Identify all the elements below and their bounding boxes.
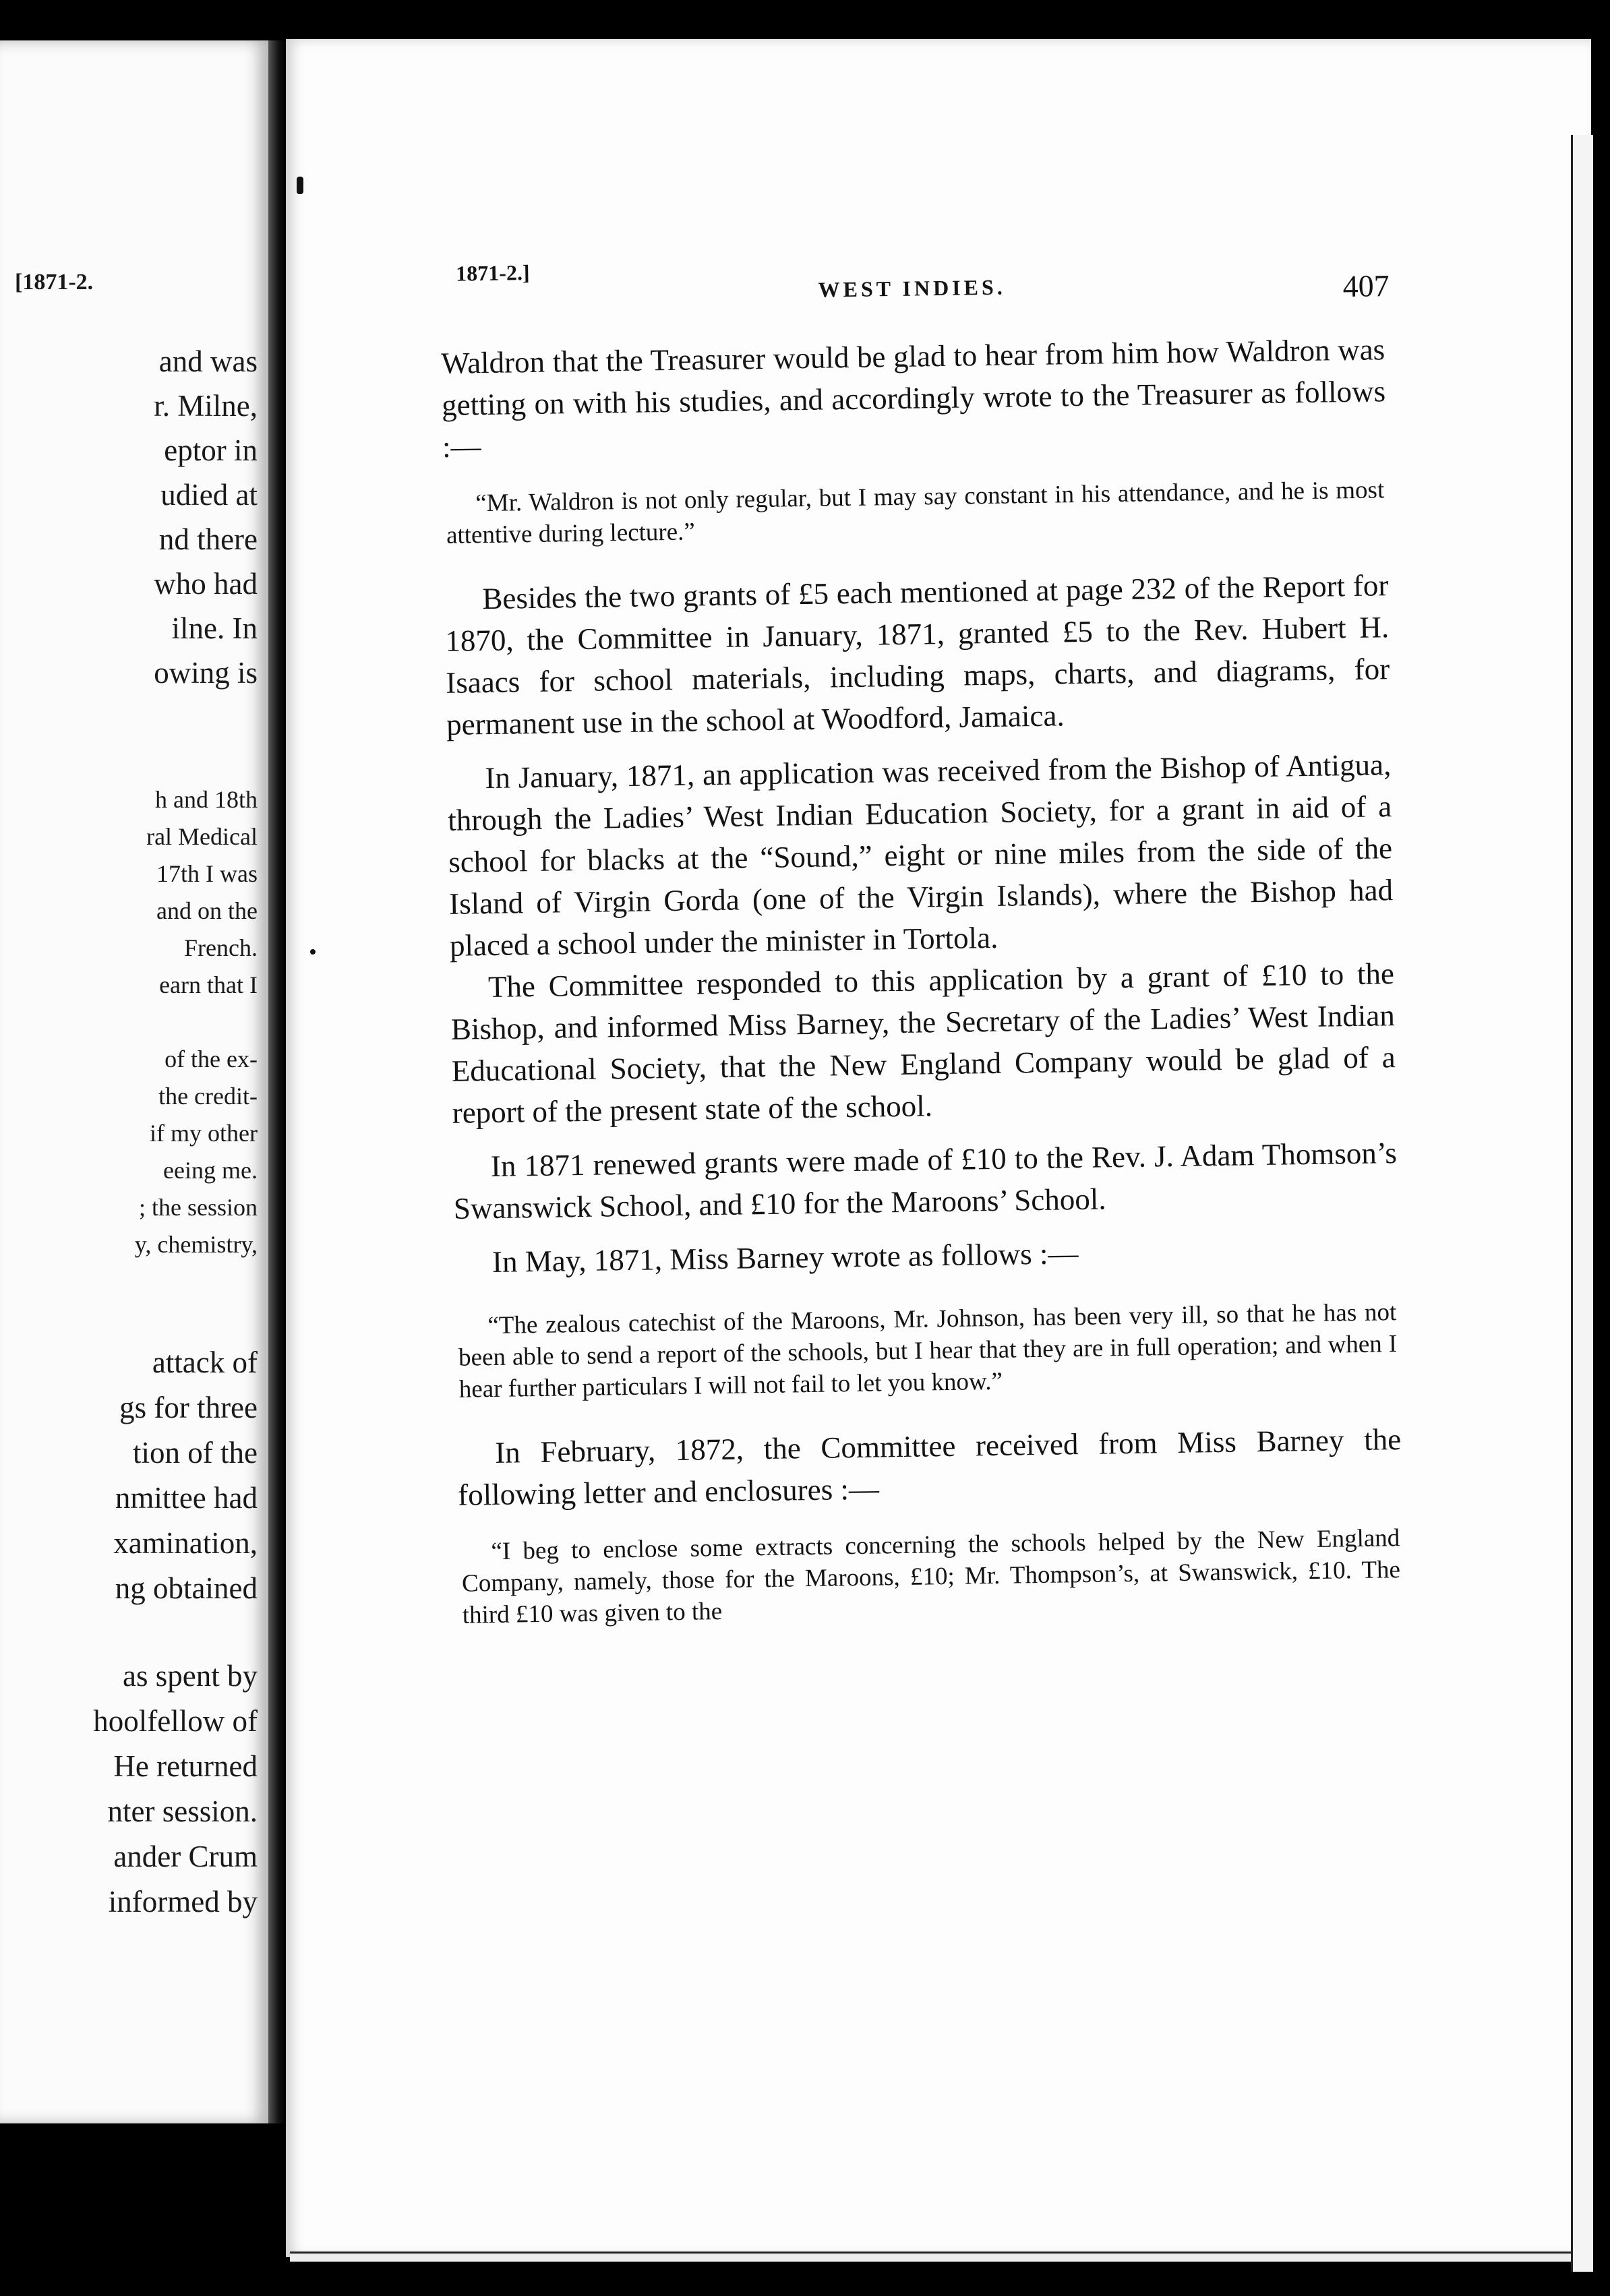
page-text-block — [440, 247, 1404, 1631]
left-line: owing is — [154, 656, 258, 690]
book-gutter — [268, 40, 286, 2123]
left-line: 17th I was — [156, 860, 258, 887]
left-line: the credit- — [158, 1083, 258, 1110]
left-page-heading: [1871-2. — [15, 270, 94, 295]
left-line: earn that I — [159, 971, 258, 998]
margin-mark — [297, 177, 303, 194]
paragraph-6: In May, 1871, Miss Barney wrote as follows :— — [491, 1236, 1079, 1279]
paragraph-5: In 1871 renewed grants were made of £10 to the Rev. J. Adam Thomson’s Swanswick School, and £10 for the Maroons’ School. — [453, 1136, 1398, 1226]
left-line: udied at — [160, 478, 258, 512]
page-number: 407 — [1342, 268, 1390, 304]
left-line: ilne. In — [171, 611, 258, 645]
margin-mark — [310, 949, 316, 955]
left-line: gs for three — [119, 1391, 258, 1424]
left-line: who had — [154, 567, 258, 601]
quote-3: “I beg to enclose some extracts concerning the schools helped by the New England Company, namely, those for the Maroons, £10; Mr. Thompson’s, at Swanswick, £10. The third £10 was given to the — [461, 1524, 1401, 1629]
left-line: and on the — [156, 897, 258, 924]
left-line: He returned — [113, 1749, 258, 1783]
left-line: nd there — [158, 522, 258, 556]
left-line: ral Medical — [146, 823, 258, 850]
left-line: eptor in — [164, 433, 258, 467]
left-line: r. Milne, — [154, 389, 258, 423]
paragraph-2: Besides the two grants of £5 each mentioned at page 232 of the Report for 1870, the Committee in January, 1871, granted £5 to the Rev. Hubert H. Isaacs for school materials, including maps, charts, and diagrams, for permanent use in the school at Woodford, Jamaica. — [444, 568, 1390, 742]
left-line: xamination, — [113, 1526, 258, 1560]
paragraph-1: Waldron that the Treasurer would be glad to hear from him how Waldron was getting on with his studies, and accordingly wrote to the Treasurer as follows :— — [440, 332, 1386, 464]
page-edge-bottom — [290, 2252, 1571, 2262]
quote-1: “Mr. Waldron is not only regular, but I may say constant in his attendance, and he is most attentive during lecture.” — [446, 476, 1385, 549]
left-line: ander Crum — [113, 1840, 258, 1873]
left-line: and was — [158, 344, 258, 378]
quote-2: “The zealous catechist of the Maroons, Mr. Johnson, has been very ill, so that he has not been able to send a report of the schools, but I hear that they are in full operation; and when I hear further particulars I will not fail to let you know.” — [458, 1298, 1398, 1403]
left-line: y, chemistry, — [134, 1231, 258, 1258]
left-line: attack of — [152, 1346, 258, 1379]
left-line: nter session. — [107, 1794, 258, 1828]
left-line: informed by — [108, 1885, 258, 1919]
page-edge-right — [1571, 135, 1593, 2272]
left-line: of the ex- — [165, 1046, 258, 1073]
left-line: tion of the — [133, 1436, 258, 1470]
left-line: ng obtained — [115, 1571, 258, 1605]
left-line: eeing me. — [163, 1157, 258, 1184]
left-line: h and 18th — [155, 786, 258, 813]
left-line: if my other — [150, 1120, 258, 1147]
running-head-date: 1871-2.] — [455, 260, 530, 286]
left-line: French. — [184, 934, 258, 961]
left-line: as spent by — [123, 1659, 258, 1693]
left-page-fragment — [0, 40, 270, 2123]
running-head — [440, 247, 1390, 342]
running-head-title: WEST INDIES. — [818, 274, 1006, 302]
paragraph-3: In January, 1871, an application was received from the Bishop of Antigua, through the Ladies’ West Indian Education Society, for a grant in aid of a school for blacks at the “Sound,” eight or nine miles from the side of the Island of Virgin Gorda (one of the Virgin Islands), where the Bishop had placed a school under the minister in Tortola. — [447, 748, 1394, 963]
paragraph-4: The Committee responded to this application by a grant of £10 to the Bishop, and informed Miss Barney, the Secretary of the Ladies’ West Indian Educational Society, that the New England Company would be glad of a report of the present state of the school. — [450, 957, 1396, 1130]
left-line: hoolfellow of — [93, 1704, 258, 1738]
paragraph-7: In February, 1872, the Committee received from Miss Barney the following letter and enclosures :— — [457, 1422, 1402, 1512]
left-line: nmittee had — [115, 1481, 258, 1515]
left-line: ; the session — [139, 1194, 258, 1221]
